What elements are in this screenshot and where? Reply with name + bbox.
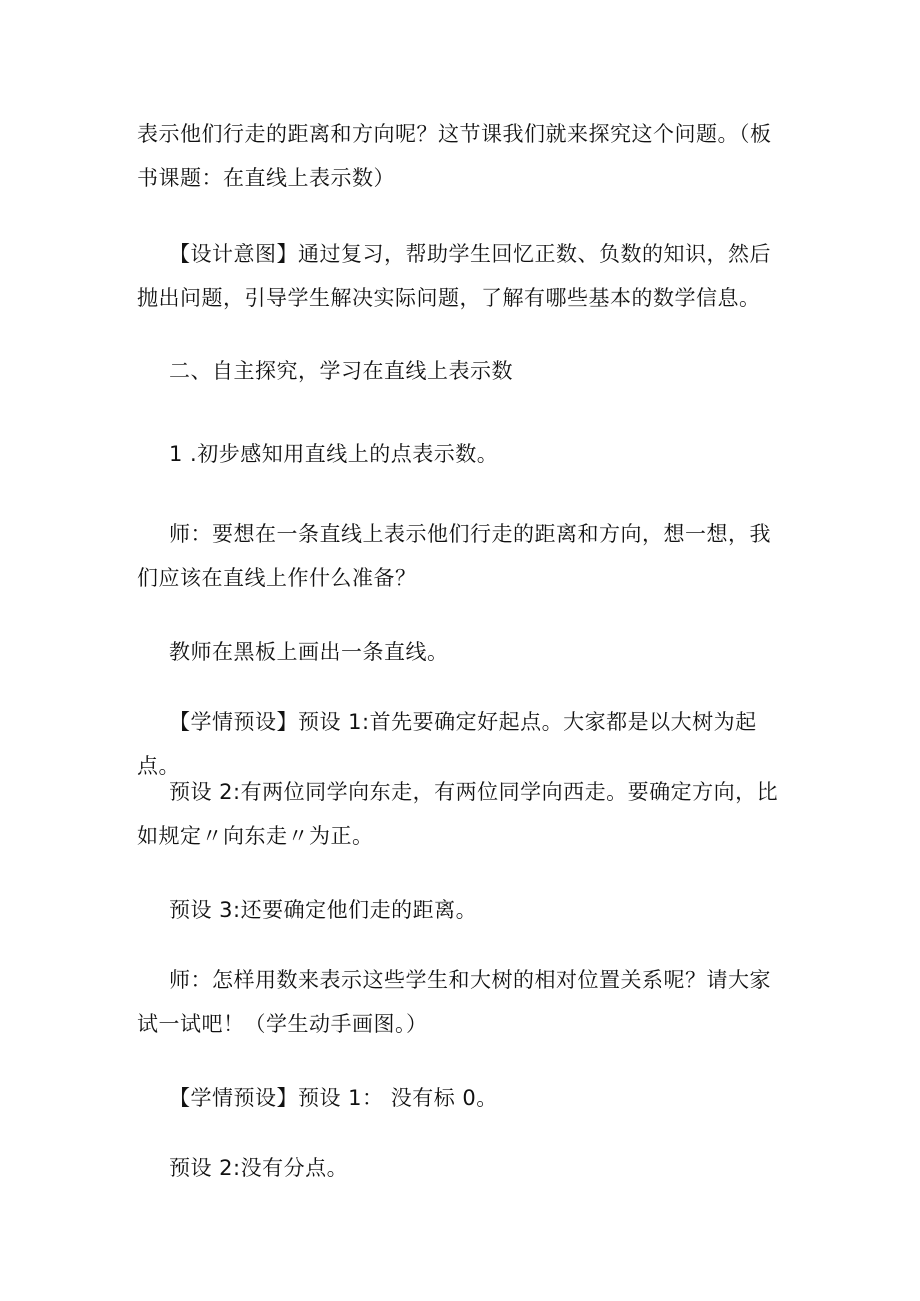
paragraph-presumption-2: 预设 2:有两位同学向东走，有两位同学向西走。要确定方向，比如规定〃向东走〃为正。 bbox=[137, 780, 779, 848]
paragraph-teacher-question: 师：要想在一条直线上表示他们行走的距离和方向，想一想，我们应该在直线上作什么准备？ bbox=[137, 522, 771, 590]
section-heading: 二、自主探究，学习在直线上表示数 bbox=[169, 359, 513, 383]
paragraph-teacher-prompt: 师：怎样用数来表示这些学生和大树的相对位置关系呢？请大家试一试吧！（学生动手画图。） bbox=[137, 968, 771, 1036]
paragraph-presumption-1: 【学情预设】预设 1:首先要确定好起点。大家都是以大树为起点。 bbox=[137, 710, 757, 778]
paragraph-design-intent: 【设计意图】通过复习，帮助学生回忆正数、负数的知识，然后抛出问题，引导学生解决实际问题，了解有哪些基本的数学信息。 bbox=[137, 242, 771, 310]
paragraph-teacher-action: 教师在黑板上画出一条直线。 bbox=[169, 640, 449, 664]
paragraph-presumption-b1: 【学情预设】预设 1： 没有标 0。 bbox=[169, 1086, 498, 1110]
paragraph-presumption-b2: 预设 2:没有分点。 bbox=[169, 1156, 349, 1180]
subsection-heading: 1 .初步感知用直线上的点表示数。 bbox=[169, 442, 499, 466]
paragraph-presumption-3: 预设 3:还要确定他们走的距离。 bbox=[169, 898, 478, 922]
paragraph-intro-question: 表示他们行走的距离和方向呢？这节课我们就来探究这个问题。（板书课题：在直线上表示数） bbox=[137, 122, 772, 190]
